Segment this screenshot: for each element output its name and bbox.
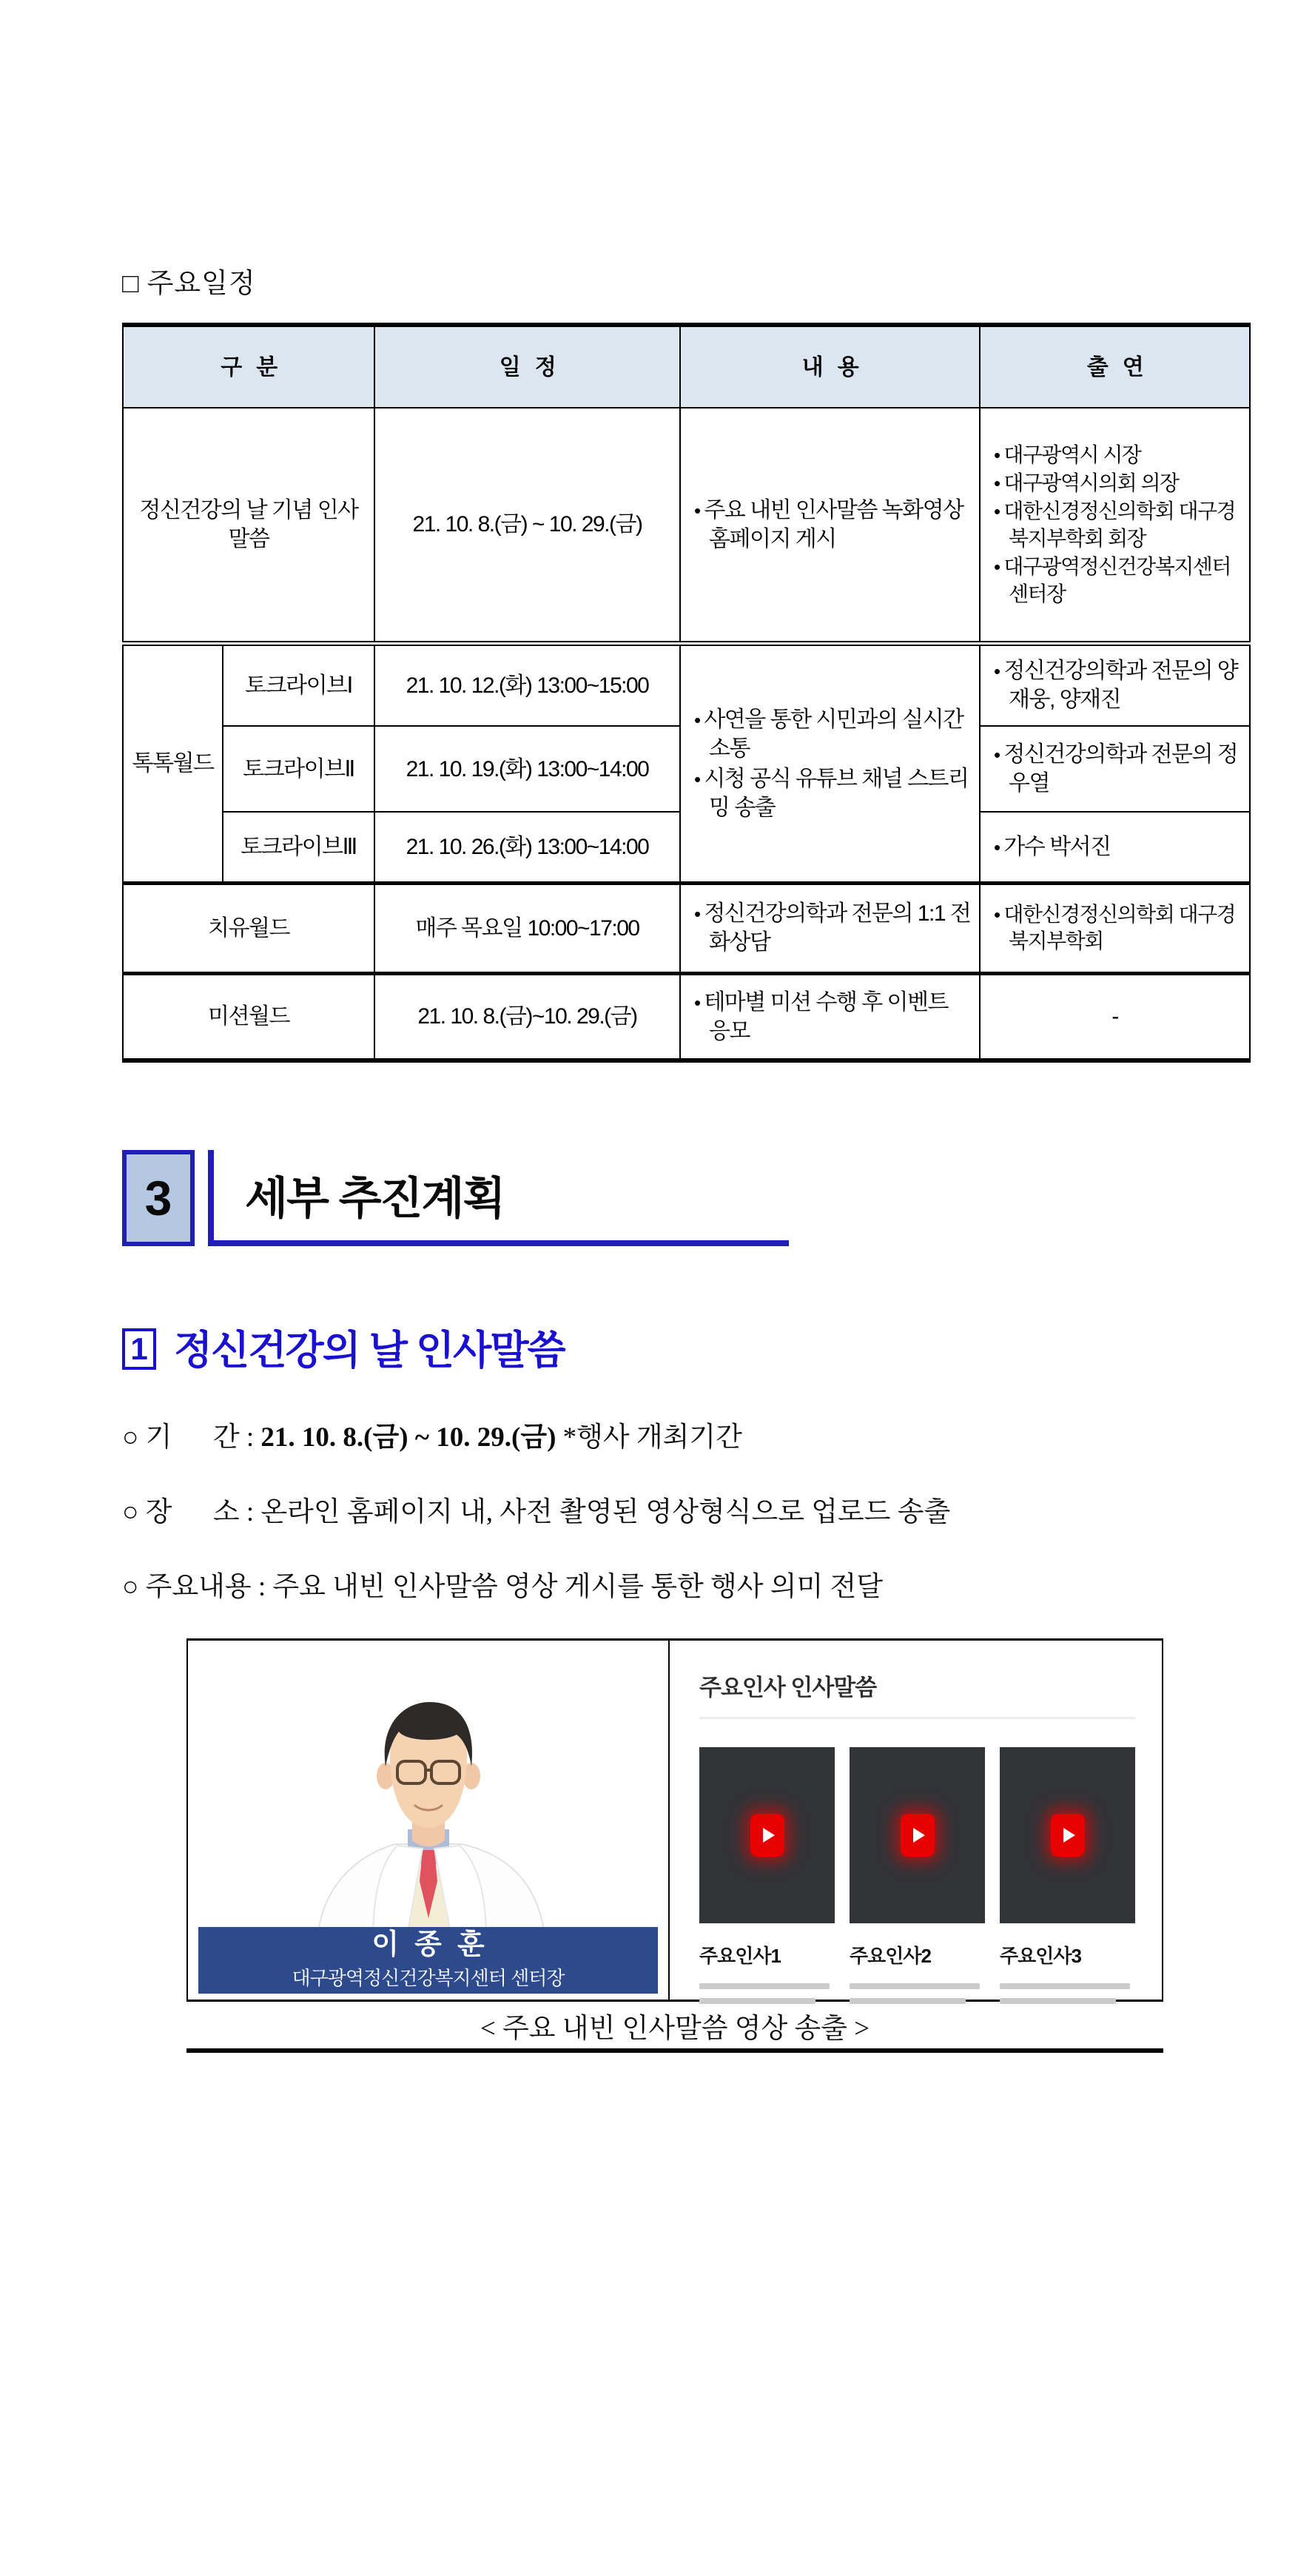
group-rowA-date: 21. 10. 12.(화) 13:00~15:00 (374, 643, 680, 726)
row1-content (680, 408, 980, 643)
video-card (1000, 1747, 1135, 2004)
youtube-play-icon[interactable] (750, 1814, 784, 1857)
blurred-text-line (699, 1998, 815, 2004)
header-cast: 출 연 (980, 325, 1250, 408)
header-category: 구 분 (123, 325, 374, 408)
cast-item: 대한신경정신의학회 대구경북지부학회 (1003, 902, 1236, 952)
video-thumbnail[interactable] (850, 1747, 985, 1923)
cast-item: 대구광역정신건강복지센터 센터장 (1003, 555, 1231, 605)
blurred-text-line (1000, 1998, 1116, 2004)
webpage-title: 주요인사 인사말씀 (699, 1675, 877, 1701)
webpage-screenshot-cell (670, 1641, 1162, 2000)
section-3-number-box: 3 (122, 1150, 195, 1246)
content-value: 주요 내빈 인사말씀 영상 게시를 통한 행사 의미 전달 (272, 1572, 883, 1602)
cast-item: 대한신경정신의학회 대구경북지부학회 회장 (1003, 500, 1236, 550)
group-rowC-date: 21. 10. 26.(화) 13:00~14:00 (374, 812, 680, 883)
table-row (123, 643, 1250, 726)
content-item: 정신건강의학과 전문의 1:1 전화상담 (704, 901, 971, 955)
youtube-play-icon[interactable] (901, 1814, 935, 1857)
video-label[interactable]: 주요인사3 (1000, 1945, 1081, 1967)
row6-category: 미션월드 (123, 973, 374, 1060)
section-1-title: 정신건강의 날 인사말씀 (174, 1328, 565, 1373)
document-page (122, 0, 1249, 2053)
person-portrait-image (221, 1696, 636, 1940)
table-header-row (123, 325, 1250, 408)
group-rowA-sub: 토크라이브Ⅰ (223, 643, 374, 726)
person-name: 이 종 훈 (371, 1928, 485, 1960)
section-1-body (122, 1414, 1249, 1604)
place-line (122, 1489, 1249, 1529)
video-card (850, 1747, 985, 2004)
content-item: 사연을 통한 시민과의 실시간 소통 (704, 707, 963, 761)
section-1-heading (122, 1319, 1249, 1376)
section-3-title-rule (208, 1150, 789, 1246)
row1-content-text: 주요 내빈 인사말씀 녹화영상 홈페이지 게시 (704, 497, 963, 551)
content-item: 시청 공식 유튜브 채널 스트리밍 송출 (704, 766, 969, 820)
content-item: 테마별 미션 수행 후 이벤트 응모 (704, 989, 948, 1043)
person-title: 대구광역정신건강복지센터 센터장 (292, 1967, 565, 1990)
period-value: 21. 10. 8.(금) ~ 10. 29.(금) (260, 1422, 556, 1453)
group-rowB-sub: 토크라이브Ⅱ (223, 726, 374, 812)
blurred-text-line (850, 1983, 980, 1989)
content-line (122, 1564, 1249, 1604)
video-card (699, 1747, 835, 2004)
period-line (122, 1414, 1249, 1454)
table-row (123, 973, 1250, 1060)
video-thumbnail[interactable] (1000, 1747, 1135, 1923)
cast-item: 정신건강의학과 전문의 양재웅, 양재진 (1003, 659, 1238, 713)
youtube-play-icon[interactable] (1051, 1814, 1085, 1857)
content-label: ○ 주요내용 : (122, 1572, 273, 1602)
period-label: ○ 기 간 : (122, 1422, 261, 1453)
row1-cast (980, 408, 1250, 643)
section-3-banner (122, 1150, 1249, 1246)
cast-item: 가수 박서진 (1003, 834, 1111, 859)
table-row (123, 883, 1250, 973)
section-3-title: 세부 추진계획 (245, 1174, 505, 1223)
figure (186, 1638, 1163, 2053)
row5-cast (980, 883, 1250, 973)
row6-cast: - (980, 973, 1250, 1060)
table-row (123, 408, 1250, 643)
video-label[interactable]: 주요인사2 (850, 1945, 931, 1967)
group-rowC-cast (980, 812, 1250, 883)
place-value: 온라인 홈페이지 내, 사전 촬영된 영상형식으로 업로드 송출 (260, 1497, 951, 1527)
page-title: □ 주요일정 (122, 269, 256, 299)
row1-date: 21. 10. 8.(금) ~ 10. 29.(금) (374, 408, 680, 643)
group-category: 톡톡월드 (123, 643, 223, 883)
person-photo-cell (188, 1641, 670, 2000)
place-label: ○ 장 소 : (122, 1497, 261, 1527)
blurred-text-line (850, 1998, 966, 2004)
figure-images-row (186, 1638, 1163, 2000)
section-1-number-box: 1 (122, 1328, 156, 1370)
cast-item: 대구광역시 시장 (1003, 443, 1141, 466)
group-rowB-cast (980, 726, 1250, 812)
schedule-table (122, 323, 1251, 1063)
period-note: *행사 개최기간 (556, 1422, 742, 1453)
group-rowC-sub: 토크라이브Ⅲ (223, 812, 374, 883)
row1-category: 정신건강의 날 기념 인사말씀 (123, 408, 374, 643)
row5-category: 치유월드 (123, 883, 374, 973)
video-label[interactable]: 주요인사1 (699, 1945, 781, 1967)
row6-content (680, 973, 980, 1060)
webpage-divider (699, 1717, 1135, 1719)
group-rowA-cast (980, 643, 1250, 726)
video-thumbnail[interactable] (699, 1747, 835, 1923)
person-name-banner (198, 1927, 658, 1994)
row5-date: 매주 목요일 10:00~17:00 (374, 883, 680, 973)
header-date: 일 정 (374, 325, 680, 408)
group-content (680, 643, 980, 883)
blurred-text-line (1000, 1983, 1130, 1989)
cast-item: 정신건강의학과 전문의 정우열 (1003, 742, 1238, 796)
row6-date: 21. 10. 8.(금)~10. 29.(금) (374, 973, 680, 1060)
group-rowB-date: 21. 10. 19.(화) 13:00~14:00 (374, 726, 680, 812)
header-content: 내 용 (680, 325, 980, 408)
cast-item: 대구광역시의회 의장 (1003, 471, 1179, 494)
video-thumbnail-row (699, 1747, 1135, 2004)
blurred-text-line (699, 1983, 830, 1989)
figure-caption-row (186, 2000, 1163, 2053)
figure-caption: < 주요 내빈 인사말씀 영상 송출 > (480, 2013, 870, 2044)
row5-content (680, 883, 980, 973)
